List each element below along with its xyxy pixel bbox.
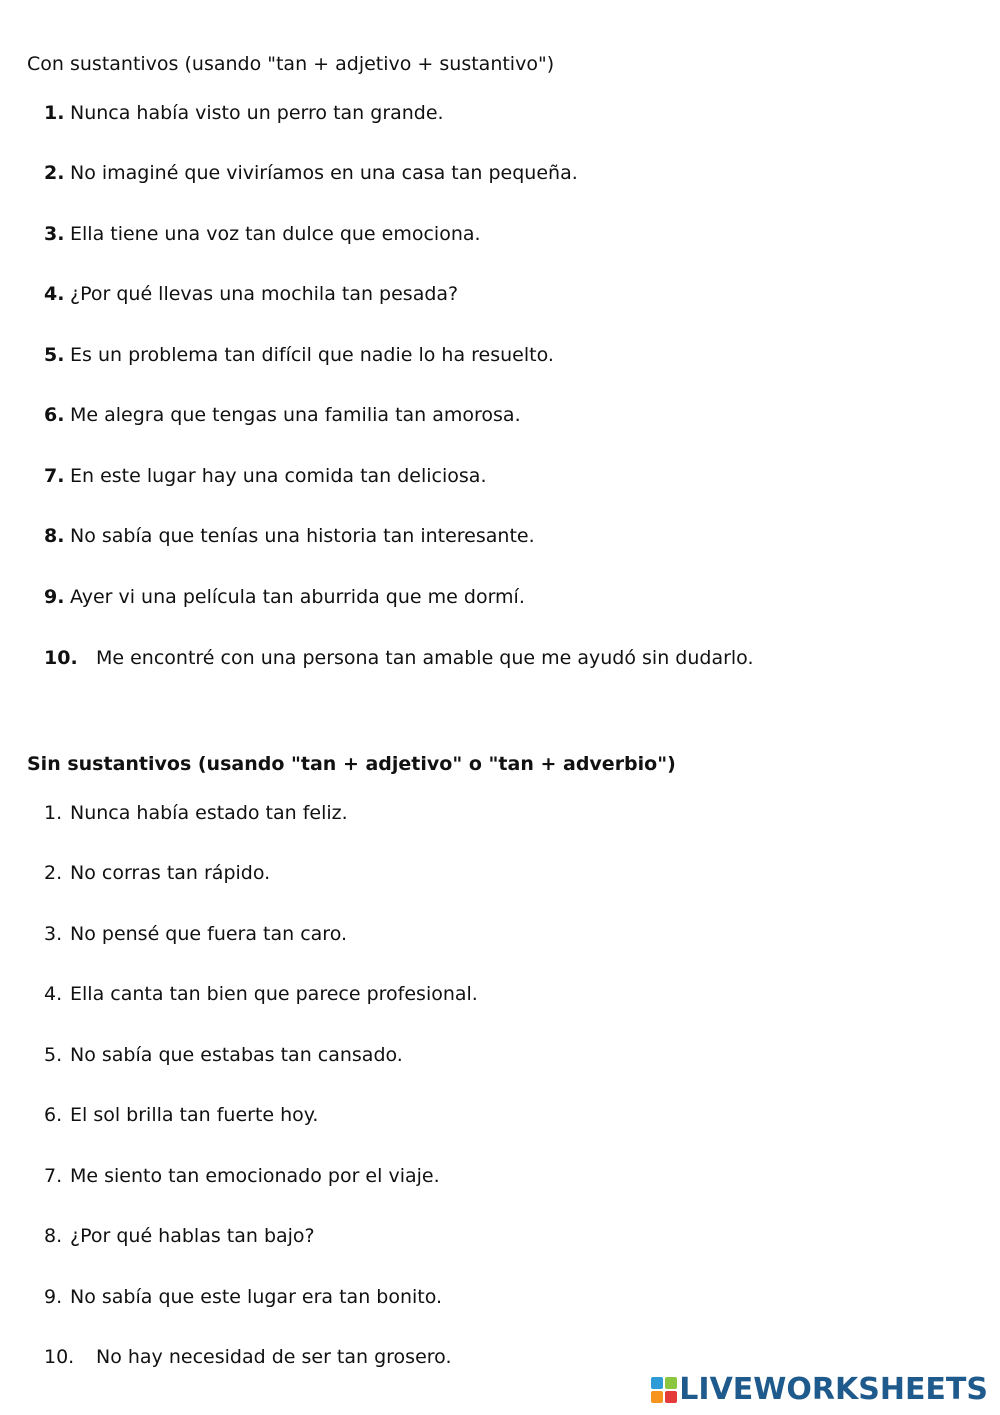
list-item [44, 464, 486, 488]
list-item [44, 403, 521, 427]
item-number: 9. [44, 1286, 63, 1308]
item-text: Es un problema tan difícil que nadie lo ha resuelto. [70, 344, 554, 366]
list-item [44, 161, 578, 185]
list-item [44, 222, 481, 246]
item-number: 2. [44, 862, 63, 884]
list-item [44, 1164, 440, 1188]
item-number: 10. [44, 1346, 75, 1368]
item-number: 4. [44, 283, 65, 305]
item-text: El sol brilla tan fuerte hoy. [70, 1104, 319, 1126]
item-text: No imaginé que viviríamos en una casa tan pequeña. [70, 162, 578, 184]
item-number: 5. [44, 344, 65, 366]
list-item [44, 801, 348, 825]
section-1-title: Con sustantivos (usando "tan + adjetivo + sustantivo") [27, 53, 555, 75]
liveworksheets-logo[interactable] [651, 1373, 988, 1407]
item-text: Ayer vi una película tan aburrida que me dormí. [70, 586, 525, 608]
list-item [44, 101, 444, 125]
list-item [44, 922, 347, 946]
item-text: En este lugar hay una comida tan deliciosa. [70, 465, 487, 487]
item-number: 8. [44, 525, 65, 547]
item-number: 6. [44, 404, 65, 426]
item-text: No sabía que este lugar era tan bonito. [70, 1286, 443, 1308]
list-item [44, 282, 458, 306]
logo-grid-icon [651, 1377, 677, 1403]
item-text: Me encontré con una persona tan amable que me ayudó sin dudarlo. [96, 647, 754, 669]
item-text: Ella tiene una voz tan dulce que emociona. [70, 223, 481, 245]
item-number: 3. [44, 923, 63, 945]
item-text: Ella canta tan bien que parece profesional. [70, 983, 478, 1005]
list-item [44, 982, 478, 1006]
list-item [44, 1345, 452, 1369]
item-text: Me siento tan emocionado por el viaje. [70, 1165, 440, 1187]
item-number: 3. [44, 223, 65, 245]
list-item [44, 1224, 315, 1248]
list-item [44, 861, 270, 885]
list-item [44, 1103, 318, 1127]
item-text: Me alegra que tengas una familia tan amorosa. [70, 404, 521, 426]
item-text: No pensé que fuera tan caro. [70, 923, 348, 945]
item-number: 6. [44, 1104, 63, 1126]
item-number: 8. [44, 1225, 63, 1247]
item-text: Nunca había visto un perro tan grande. [70, 102, 444, 124]
item-text: No sabía que tenías una historia tan interesante. [70, 525, 535, 547]
list-item [44, 524, 535, 548]
list-item [44, 343, 554, 367]
item-number: 2. [44, 162, 65, 184]
item-text: Nunca había estado tan feliz. [70, 802, 348, 824]
item-text: ¿Por qué hablas tan bajo? [70, 1225, 315, 1247]
list-item [44, 585, 525, 609]
item-text: No corras tan rápido. [70, 862, 271, 884]
list-item [44, 646, 754, 670]
item-number: 5. [44, 1044, 63, 1066]
item-number: 10. [44, 647, 78, 669]
item-text: No sabía que estabas tan cansado. [70, 1044, 403, 1066]
item-text: No hay necesidad de ser tan grosero. [96, 1346, 452, 1368]
item-number: 7. [44, 1165, 63, 1187]
item-number: 7. [44, 465, 65, 487]
item-number: 9. [44, 586, 65, 608]
item-text: ¿Por qué llevas una mochila tan pesada? [70, 283, 459, 305]
item-number: 1. [44, 102, 65, 124]
list-item [44, 1043, 403, 1067]
logo-text: LIVEWORKSHEETS [679, 1372, 988, 1407]
list-item [44, 1285, 442, 1309]
item-number: 1. [44, 802, 63, 824]
section-2-title: Sin sustantivos (usando "tan + adjetivo" o "tan + adverbio") [27, 753, 676, 775]
item-number: 4. [44, 983, 63, 1005]
